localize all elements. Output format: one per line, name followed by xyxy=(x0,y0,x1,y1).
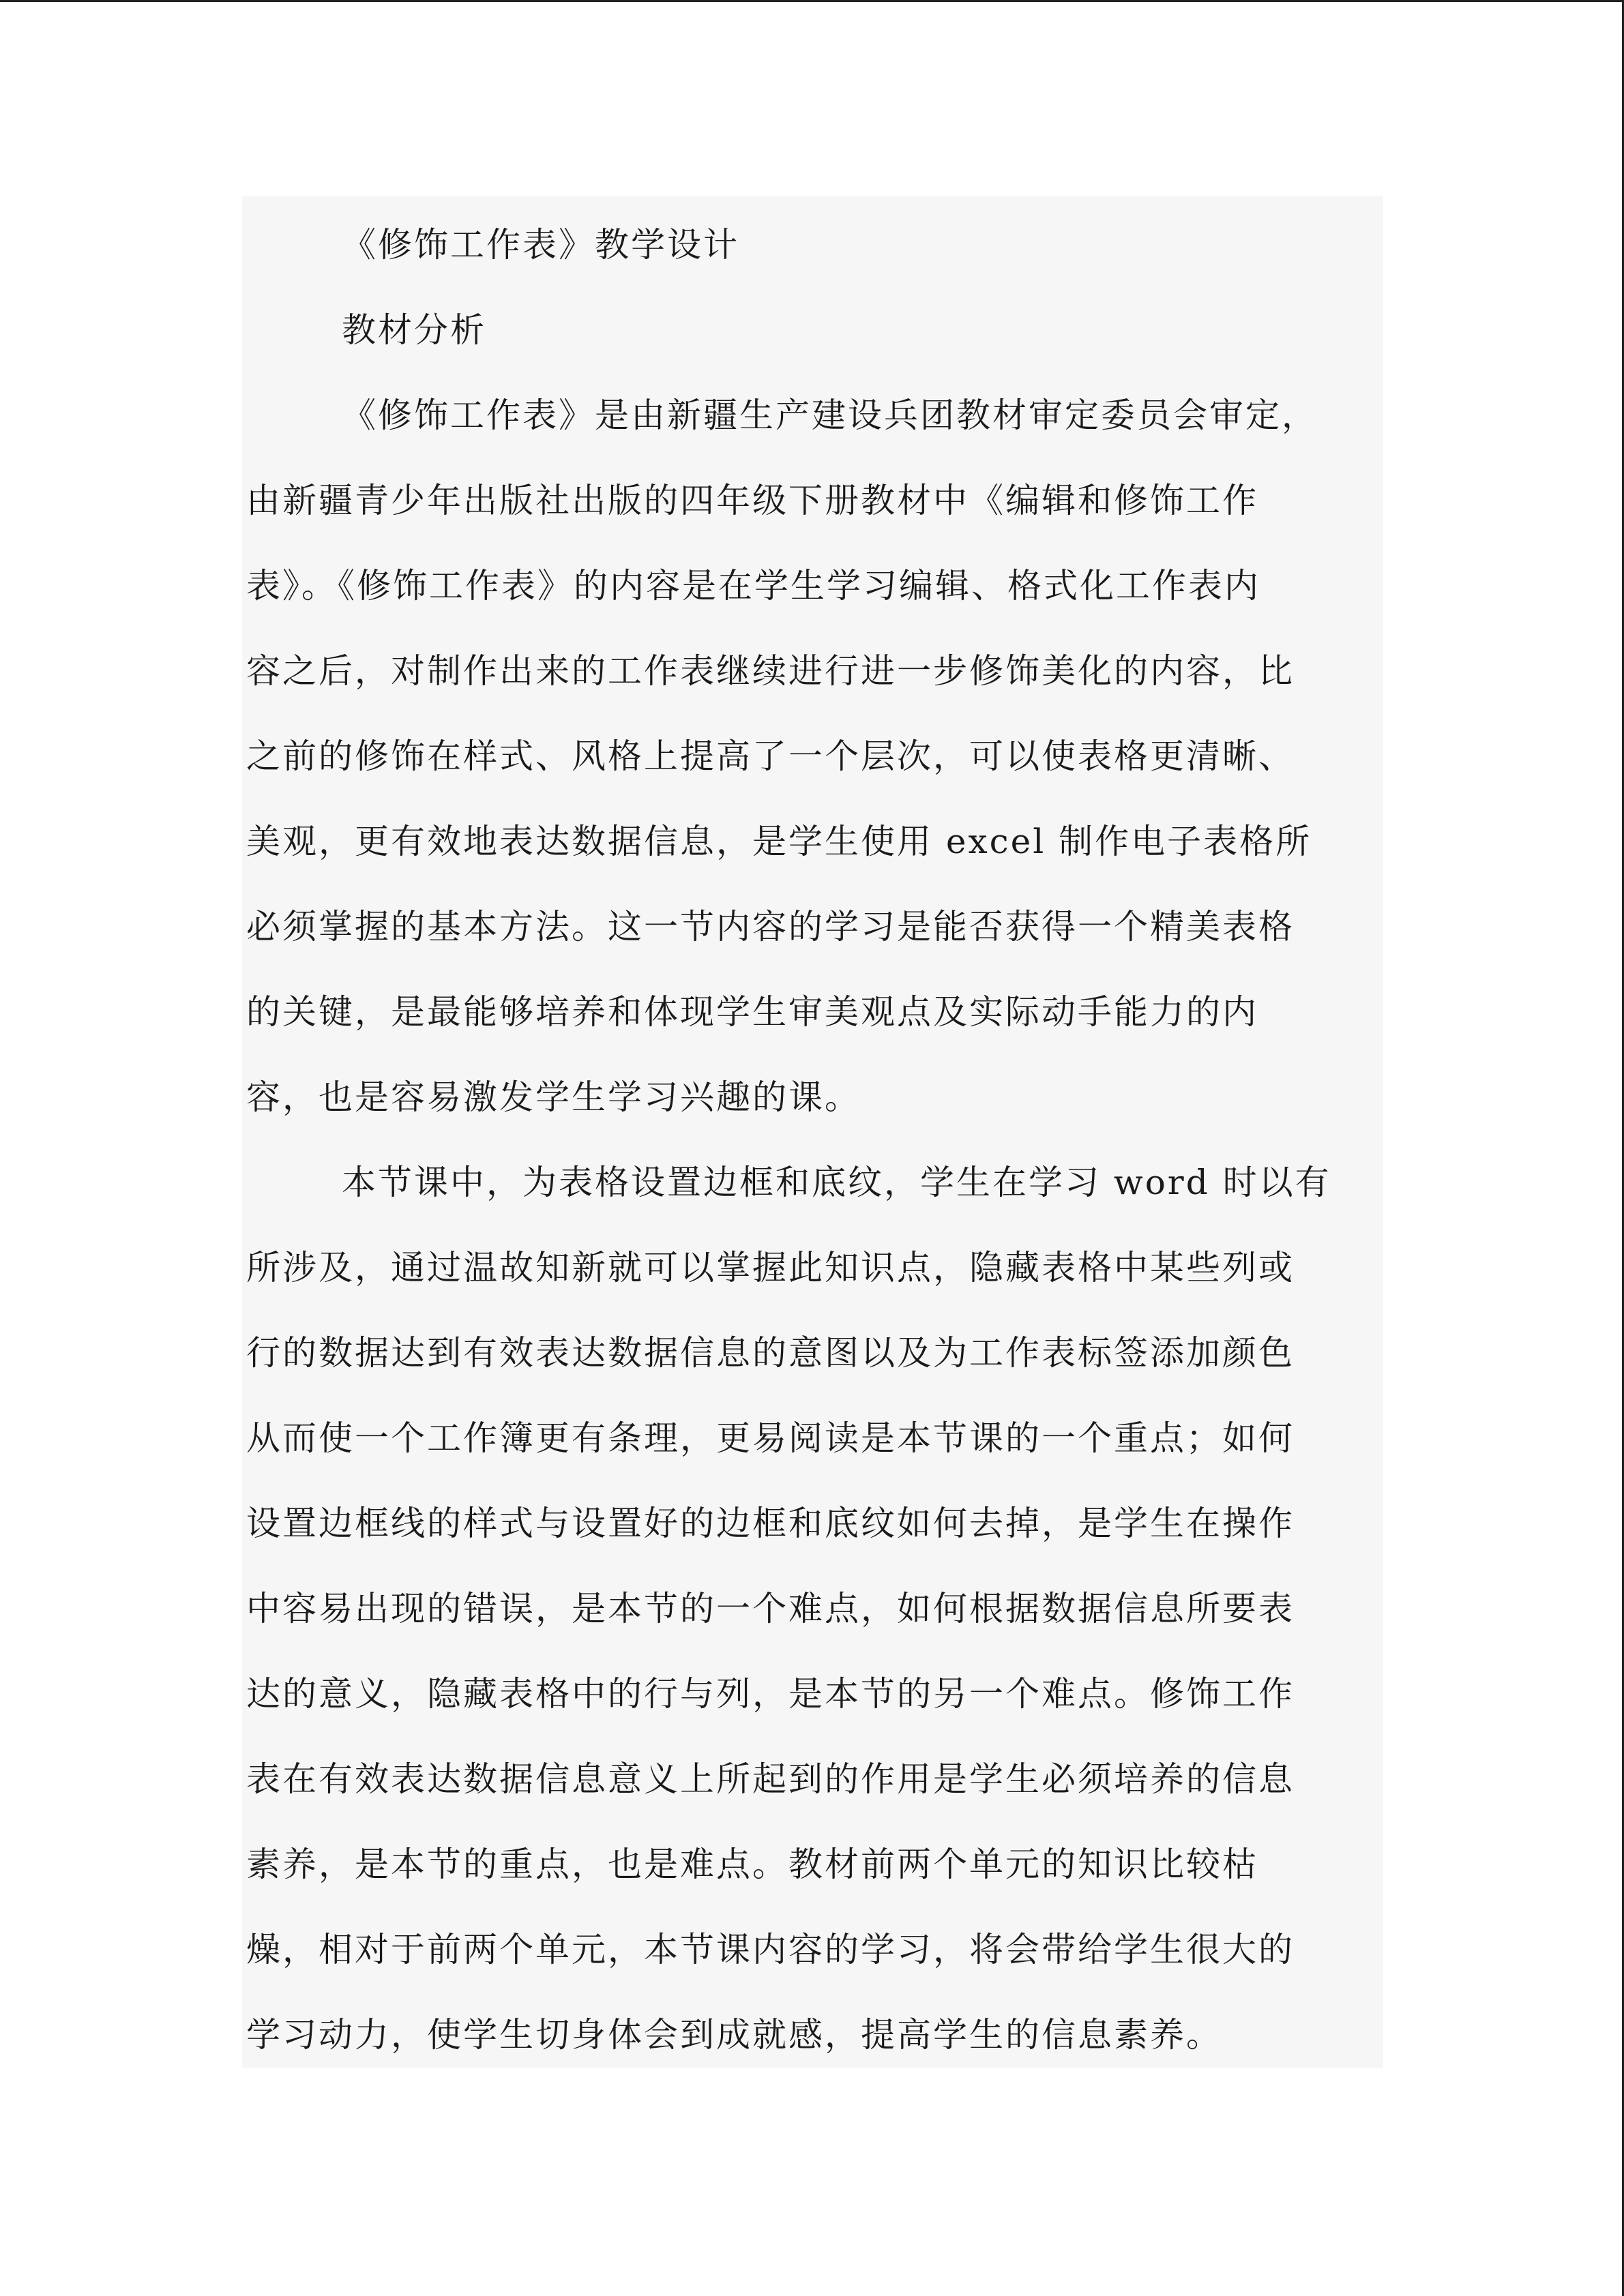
paragraph-line: 表在有效表达数据信息意义上所起到的作用是学生必须培养的信息 xyxy=(246,1759,1295,1799)
paragraph-line: 燥，相对于前两个单元，本节课内容的学习，将会带给学生很大的 xyxy=(246,1930,1295,1969)
paragraph-line: 《修饰工作表》是由新疆生产建设兵团教材审定委员会审定， xyxy=(342,396,1318,435)
paragraph-line: 美观，更有效地表达数据信息，是学生使用 excel 制作电子表格所 xyxy=(246,822,1312,861)
paragraph-line: 表》。《修饰工作表》的内容是在学生学习编辑、格式化工作表内 xyxy=(246,566,1260,606)
paragraph-line: 由新疆青少年出版社出版的四年级下册教材中《编辑和修饰工作 xyxy=(246,481,1258,520)
paragraph-line: 之前的修饰在样式、风格上提高了一个层次，可以使表格更清晰、 xyxy=(246,736,1295,776)
page-top-border xyxy=(0,0,1624,2)
paragraph-line: 中容易出现的错误，是本节的一个难点，如何根据数据信息所要表 xyxy=(246,1589,1295,1628)
paragraph-line: 容，也是容易激发学生学习兴趣的课。 xyxy=(246,1077,861,1117)
paragraph-line: 容之后，对制作出来的工作表继续进行进一步修饰美化的内容，比 xyxy=(246,651,1295,691)
document-body xyxy=(242,196,1383,2068)
section-heading: 教材分析 xyxy=(342,310,486,350)
paragraph-line: 达的意义，隐藏表格中的行与列，是本节的另一个难点。修饰工作 xyxy=(246,1674,1295,1714)
paragraph-line: 本节课中，为表格设置边框和底纹，学生在学习 word 时以有 xyxy=(342,1163,1331,1202)
paragraph-line: 素养，是本节的重点，也是难点。教材前两个单元的知识比较枯 xyxy=(246,1845,1258,1884)
paragraph-line: 设置边框线的样式与设置好的边框和底纹如何去掉，是学生在操作 xyxy=(246,1504,1295,1543)
paragraph-1 xyxy=(246,373,1363,1140)
paragraph-2 xyxy=(246,1140,1363,2078)
document-title: 《修饰工作表》教学设计 xyxy=(342,225,739,265)
paragraph-line: 必须掌握的基本方法。这一节内容的学习是能否获得一个精美表格 xyxy=(246,907,1295,946)
paragraph-line: 行的数据达到有效表达数据信息的意图以及为工作表标签添加颜色 xyxy=(246,1333,1295,1373)
paragraph-line: 学习动力，使学生切身体会到成就感，提高学生的信息素养。 xyxy=(246,2015,1222,2055)
paragraph-line: 的关键，是最能够培养和体现学生审美观点及实际动手能力的内 xyxy=(246,992,1258,1032)
paragraph-line: 从而使一个工作簿更有条理，更易阅读是本节课的一个重点；如何 xyxy=(246,1418,1295,1458)
paragraph-line: 所涉及，通过温故知新就可以掌握此知识点，隐藏表格中某些列或 xyxy=(246,1248,1295,1287)
